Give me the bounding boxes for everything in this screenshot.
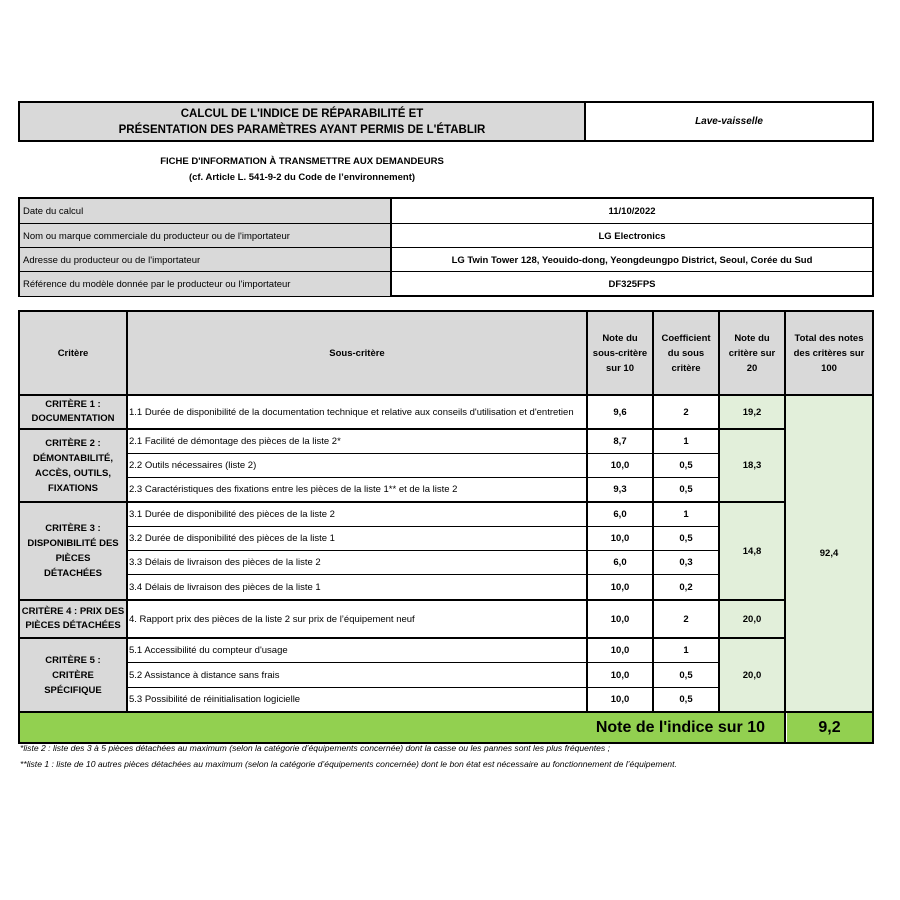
subcriterion-label: 4. Rapport prix des pièces de la liste 2 sur prix de l’équipement neuf: [129, 613, 415, 625]
grid-line: [127, 453, 720, 454]
grid-line: [20, 637, 785, 639]
subcriterion-note: 10,0: [610, 694, 630, 705]
criterion-3: CRITÈRE 3 : DISPONIBILITÉ DES PIÈCES DÉTACHÉES: [20, 503, 126, 599]
grid-line: [718, 312, 720, 713]
grid-line: [127, 662, 720, 663]
criterion-1-note20: 19,2: [720, 396, 784, 428]
grid-line: [127, 550, 720, 551]
info-label: Référence du modèle donnée par le producteur ou l'importateur: [20, 272, 392, 296]
grid-line: [127, 574, 720, 575]
subcriterion-note: 9,3: [613, 484, 627, 495]
index-label: Note de l'indice sur 10: [20, 713, 785, 742]
subcriterion-label: 2.2 Outils nécessaires (liste 2): [129, 460, 257, 471]
subcriterion-label: 2.3 Caractéristiques des fixations entre les pièces de la liste 1** et de la liste 2: [129, 484, 458, 495]
footnote-1: *liste 2 : liste des 3 à 5 pièces détachées au maximum (selon la catégorie d’équipements concernée) dont la casse ou les pannes sont les plus fréquentes ;: [20, 743, 610, 753]
subcriterion-coef: 0,2: [679, 581, 693, 593]
subcriterion-note: 10,0: [610, 669, 630, 681]
grid-line: [127, 477, 720, 478]
subcriterion-note: 10,0: [610, 645, 630, 656]
subcriterion-label: 3.1 Durée de disponibilité des pièces de la liste 2: [129, 509, 335, 520]
grid-line: [586, 312, 588, 713]
subcriterion-note: 10,0: [610, 581, 630, 593]
criterion-3-note20: 14,8: [720, 503, 784, 599]
subcriterion-coef: 1: [683, 436, 689, 447]
document-title: [18, 101, 586, 142]
subcriterion-coef: 0,5: [679, 533, 693, 544]
product-type: Lave-vaisselle: [586, 101, 874, 142]
subcriterion-note: 10,0: [610, 533, 630, 544]
criterion-2-note20: 18,3: [720, 430, 784, 501]
repairability-table: [18, 310, 874, 744]
grid-line: [126, 312, 128, 713]
subcriterion-coef: 2: [683, 406, 689, 418]
info-value: LG Twin Tower 128, Yeouido-dong, Yeongdeungpo District, Seoul, Corée du Sud: [451, 254, 813, 266]
grid-line: [20, 394, 872, 396]
grid-line: [652, 312, 654, 713]
subcriterion-coef: 0,5: [679, 694, 693, 705]
info-row-date: [20, 199, 872, 223]
info-value: 11/10/2022: [608, 205, 656, 217]
info-label: Adresse du producteur ou de l'importateur: [20, 248, 392, 272]
grid-line: [20, 711, 872, 713]
subcriterion-label: 1.1 Durée de disponibilité de la documentation technique et relative aux conseils d'utilisation et d'entretien: [129, 406, 574, 418]
subcriterion-label: 5.3 Possibilité de réinitialisation logicielle: [129, 694, 301, 705]
subcriterion-coef: 2: [683, 613, 689, 625]
header-coef: Coefficient du sous critère: [654, 312, 718, 394]
title-line-2: PRÉSENTATION DES PARAMÈTRES AYANT PERMIS DE L'ÉTABLIR: [118, 123, 486, 136]
subcriterion-note: 6,0: [613, 557, 627, 568]
subcriterion-label: 3.4 Délais de livraison des pièces de la liste 1: [129, 581, 321, 593]
criterion-1: CRITÈRE 1 : DOCUMENTATION: [20, 396, 126, 428]
criterion-4: CRITÈRE 4 : PRIX DES PIÈCES DÉTACHÉES: [20, 601, 126, 637]
grid-line: [127, 687, 720, 688]
subcriterion-coef: 1: [683, 509, 689, 520]
header-total: Total des notes des critères sur 100: [786, 312, 872, 394]
subcriterion-label: 3.2 Durée de disponibilité des pièces de la liste 1: [129, 533, 335, 544]
subheading-line-2: (cf. Article L. 541-9-2 du Code de l’environnement): [188, 172, 416, 183]
grid-line: [20, 428, 785, 430]
subcriterion-coef: 0,5: [679, 669, 693, 681]
subheading: [18, 154, 586, 186]
header-critere: Critère: [20, 312, 126, 394]
subcriterion-label: 5.1 Accessibilité du compteur d'usage: [129, 645, 288, 656]
header-note10: Note du sous-critère sur 10: [588, 312, 652, 394]
subcriterion-coef: 0,5: [679, 484, 693, 495]
header-sous-critere: Sous-critère: [127, 312, 587, 394]
criterion-5-note20: 20,0: [720, 639, 784, 711]
subcriterion-note: 8,7: [613, 436, 627, 447]
info-row-model: [20, 271, 872, 296]
subcriterion-coef: 1: [683, 645, 689, 656]
total-100: 92,4: [786, 396, 872, 711]
criterion-5: CRITÈRE 5 : CRITÈRE SPÉCIFIQUE: [20, 639, 126, 711]
subcriterion-note: 9,6: [613, 406, 627, 418]
info-label: Nom ou marque commerciale du producteur ou de l'importateur: [20, 224, 392, 248]
subcriterion-label: 5.2 Assistance à distance sans frais: [129, 669, 280, 681]
index-value: 9,2: [787, 713, 872, 742]
subcriterion-note: 10,0: [610, 613, 630, 625]
subcriterion-note: 10,0: [610, 460, 630, 471]
criterion-2: CRITÈRE 2 : DÉMONTABILITÉ, ACCÈS, OUTILS, FIXATIONS: [20, 430, 126, 501]
subcriterion-label: 3.3 Délais de livraison des pièces de la liste 2: [129, 557, 321, 568]
info-row-brand: [20, 223, 872, 248]
grid-line: [20, 599, 785, 601]
info-value: LG Electronics: [598, 230, 666, 242]
title-line-1: CALCUL DE L'INDICE DE RÉPARABILITÉ ET: [180, 107, 424, 120]
info-value: DF325FPS: [608, 278, 656, 290]
info-label: Date du calcul: [20, 199, 392, 223]
subcriterion-coef: 0,5: [679, 460, 693, 471]
subcriterion-note: 6,0: [613, 509, 627, 520]
grid-line: [20, 501, 785, 503]
info-row-address: [20, 247, 872, 272]
grid-line: [784, 312, 786, 742]
subheading-line-1: FICHE D'INFORMATION À TRANSMETTRE AUX DEMANDEURS: [160, 156, 444, 167]
info-table: [18, 197, 874, 297]
subcriterion-label: 2.1 Facilité de démontage des pièces de la liste 2*: [129, 436, 341, 447]
grid-line: [127, 526, 720, 527]
footnote-2: **liste 1 : liste de 10 autres pièces détachées au maximum (selon la catégorie d’équipements concernée) dont le bon état est nécessaire au fonctionnement de l’équipement.: [20, 759, 677, 769]
subcriterion-coef: 0,3: [679, 557, 693, 568]
header-note20: Note du critère sur 20: [720, 312, 784, 394]
criterion-4-note20: 20,0: [720, 601, 784, 637]
